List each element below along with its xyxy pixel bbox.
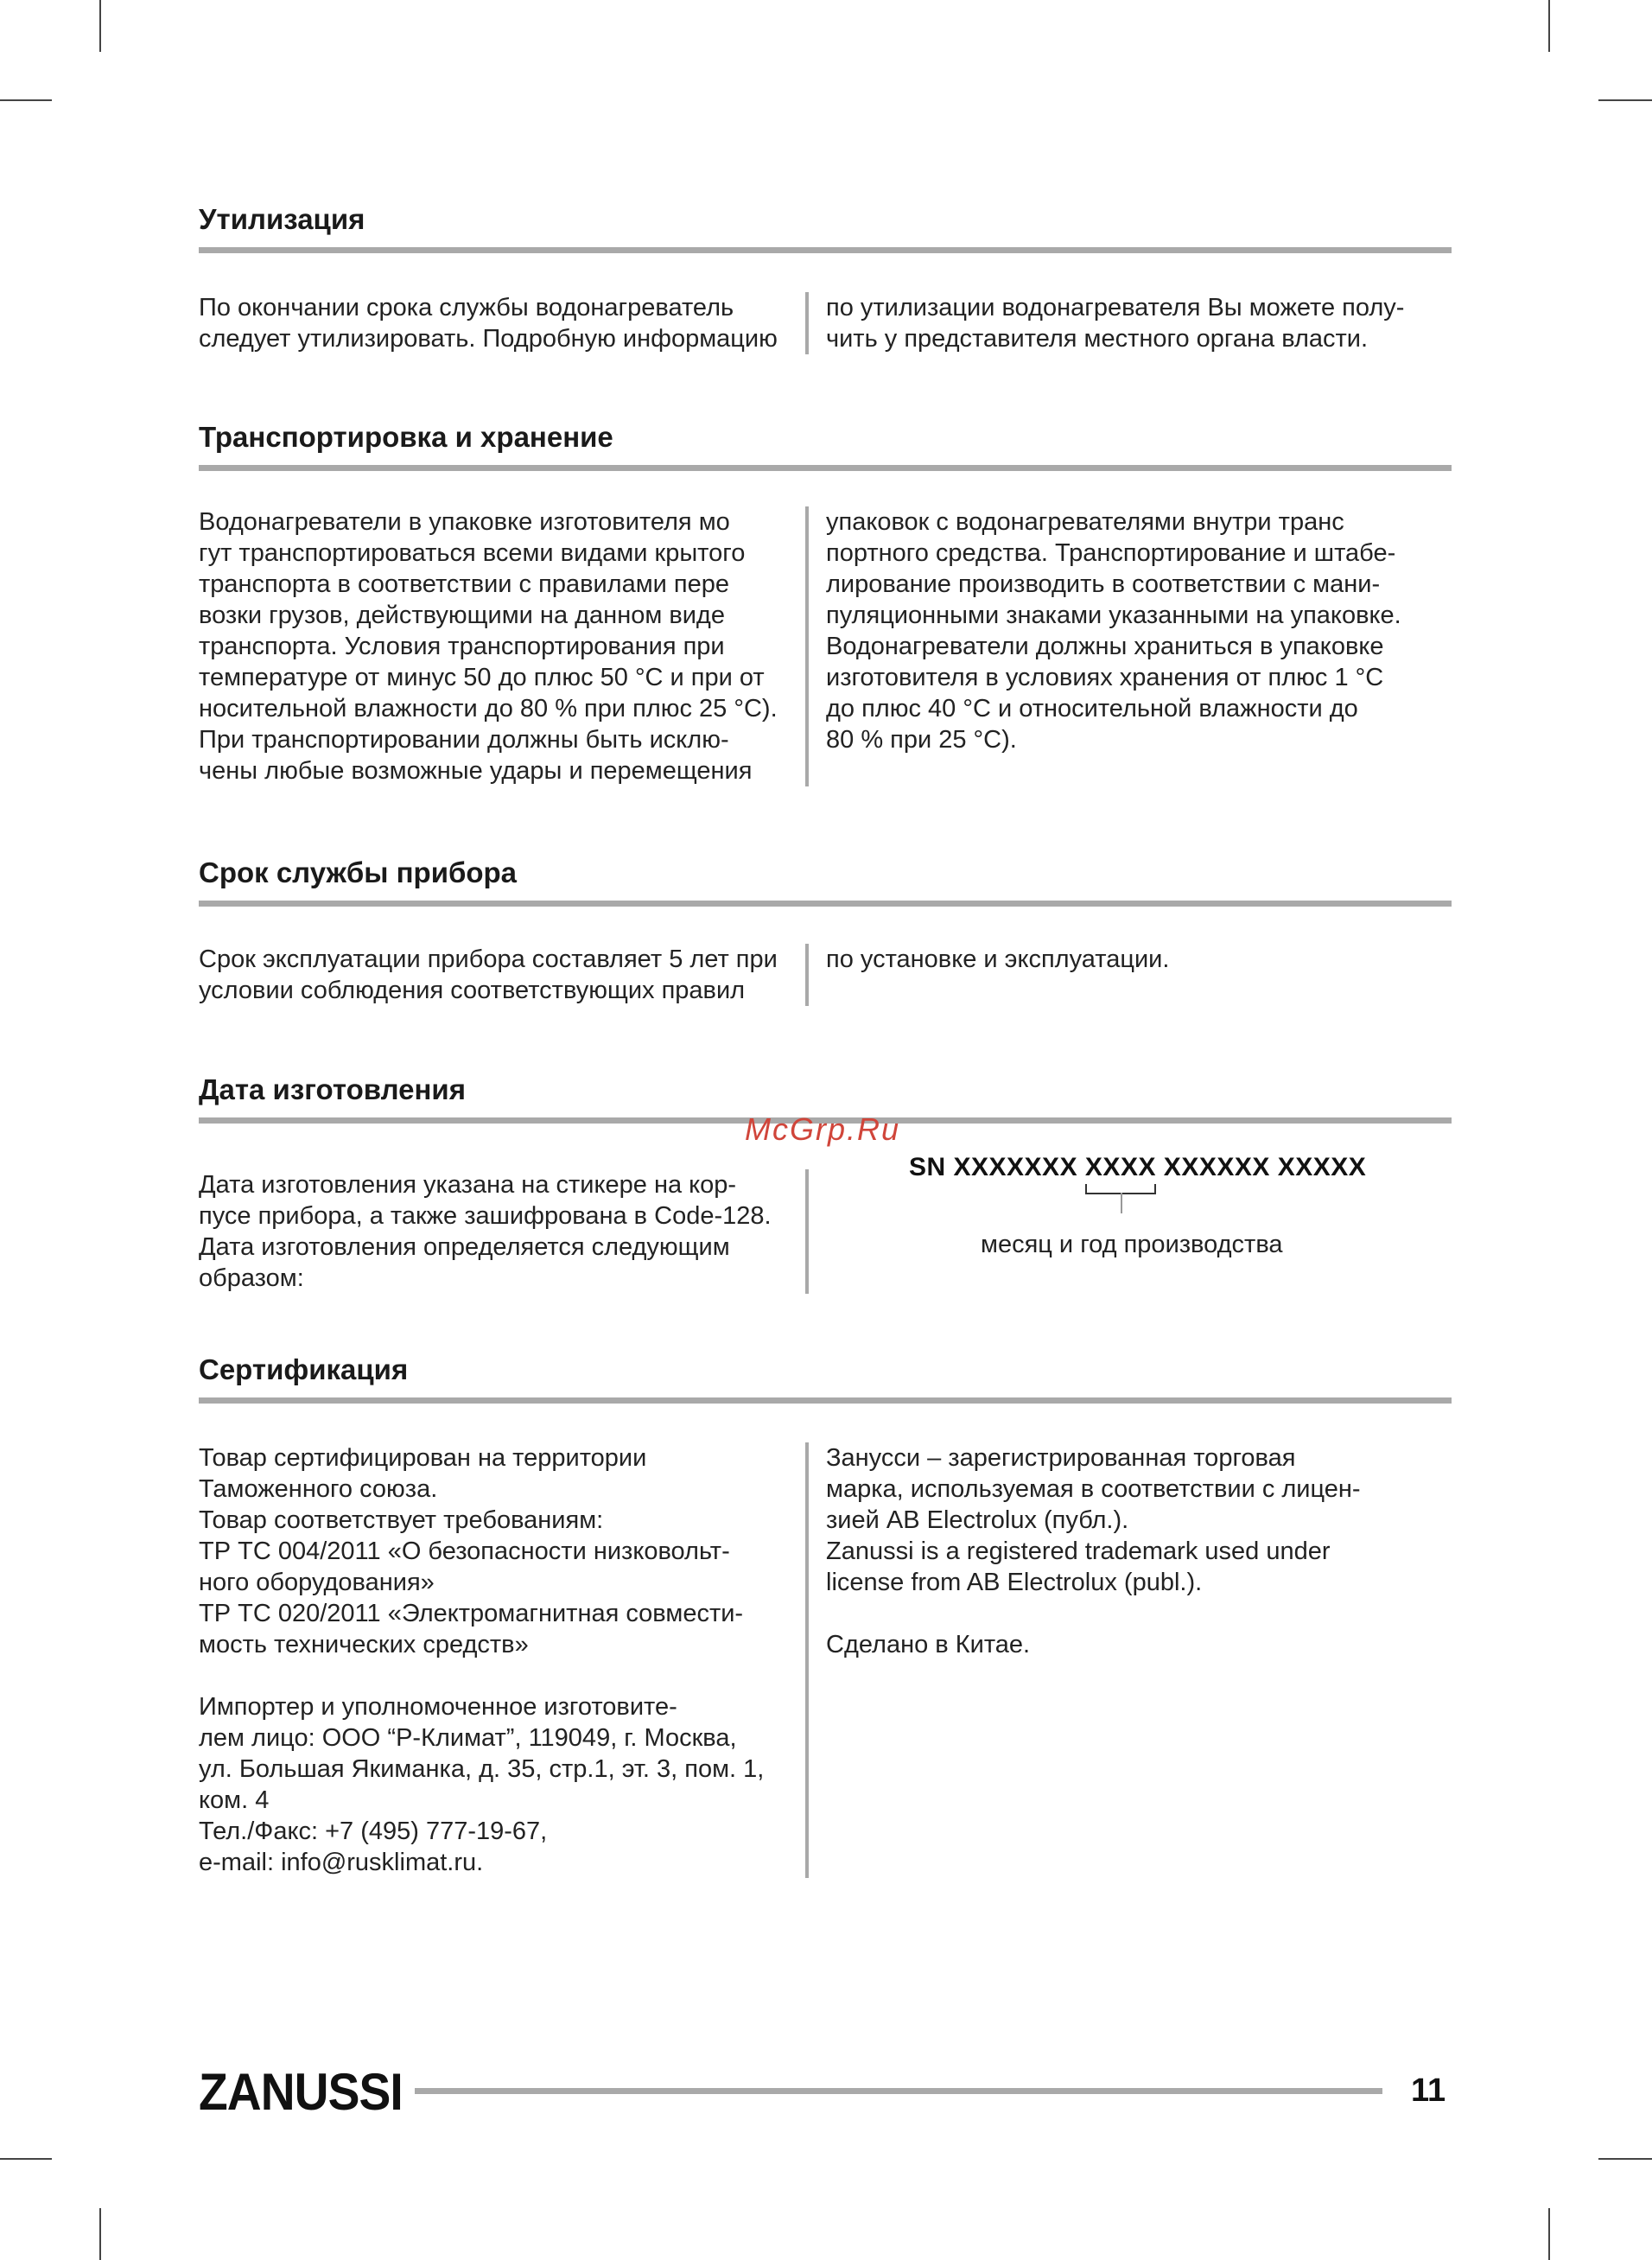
text-line: лирование производить в соответствии с мани- [826,570,1381,598]
text-line: портного средства. Транспортирование и штабе- [826,539,1396,567]
text-line: транспорта. Условия транспортирования при [199,633,725,660]
sn-date-code-text: XXXX [1084,1153,1156,1181]
column-right [809,506,1434,786]
column-right [809,944,1434,1006]
text-line: температуре от минус 50 до плюс 50 °С и при от [199,664,765,691]
column-right [809,292,1434,354]
text-line: Тел./Факс: +7 (495) 777-19-67, [199,1818,548,1845]
text-line: license from AB Electrolux (publ.). [826,1569,1203,1596]
crop-mark [1548,0,1550,52]
serial-number-format [909,1153,1366,1182]
text-line: марка, используемая в соответствии с лицен- [826,1475,1361,1503]
crop-mark [99,0,101,52]
text-line: следует утилизировать. Подробную информацию [199,325,778,353]
text-line: лем лицо: ООО “Р-Климат”, 119049, г. Москва, [199,1724,737,1752]
text-line: Импортер и уполномоченное изготовите- [199,1693,677,1721]
text-line: изготовителя в условиях хранения от плюс 1 °С [826,664,1384,691]
column-left [199,292,809,354]
page-number: 11 [1411,2072,1446,2109]
text-line: зией AB Electrolux (публ.). [826,1506,1129,1534]
section-title: Транспортировка и хранение [199,421,613,453]
footer-divider [415,2088,1382,2094]
watermark: McGrp.Ru [745,1111,901,1147]
text-line: по установке и эксплуатации. [826,945,1170,973]
text-line: по утилизации водонагревателя Вы можете полу- [826,294,1405,321]
text-line: Занусси – зарегистрированная торговая [826,1444,1296,1472]
section-title: Дата изготовления [199,1073,466,1105]
text-line: Водонагреватели должны храниться в упаковке [826,633,1384,660]
crop-mark [99,2208,101,2260]
text-line: гут транспортироваться всеми видами крытого [199,539,746,567]
text-line: Таможенного союза. [199,1475,438,1503]
sn-suffix: XXXXXX XXXXX [1155,1153,1367,1181]
column-right [809,1442,1434,1878]
section-certification [199,1353,1452,1876]
section-title: Срок службы прибора [199,856,518,888]
text-line: чить у представителя местного органа власти. [826,325,1369,353]
sn-bracket-stem [1121,1193,1122,1213]
text-line: Срок эксплуатации прибора составляет 5 лет при [199,945,778,973]
crop-mark [1548,2208,1550,2260]
text-line: ного оборудования» [199,1569,435,1596]
crop-mark [1598,99,1652,101]
crop-mark [1598,2158,1652,2160]
text-line: транспорта в соответствии с правилами пере [199,570,730,598]
text-line: ТР ТС 020/2011 «Электромагнитная совмести- [199,1600,744,1627]
brand-logo: ZANUSSI [199,2063,403,2121]
column-left [199,1442,809,1878]
text-line: возки грузов, действующими на данном виде [199,602,725,629]
text-line: образом: [199,1264,304,1292]
text-line: Сделано в Китае. [826,1631,1031,1658]
text-line: Zanussi is a registered trademark used under [826,1537,1331,1565]
section-transport [199,420,1452,785]
sn-prefix: SN XXXXXXX [909,1153,1085,1181]
paragraph-gap [826,1598,1434,1629]
crop-mark [0,2158,52,2160]
section-divider [199,247,1452,253]
text-line: упаковок с водонагревателями внутри транс [826,508,1344,536]
text-line: пуляционными знаками указанными на упаковке. [826,602,1401,629]
section-title: Утилизация [199,203,365,235]
sn-caption: месяц и год производства [981,1231,1283,1258]
text-line: Товар соответствует требованиям: [199,1506,604,1534]
text-line: ТР ТС 004/2011 «О безопасности низковольт- [199,1537,730,1565]
text-line: пусе прибора, а также зашифрована в Code-128. [199,1202,772,1230]
sn-date-code [1085,1153,1156,1182]
section-divider [199,901,1452,907]
text-line: Дата изготовления указана на стикере на кор- [199,1171,737,1199]
text-line: носительной влажности до 80 % при плюс 25 °С). [199,695,778,723]
text-line: Товар сертифицирован на территории [199,1444,647,1472]
text-line: ул. Большая Якиманка, д. 35, стр.1, эт. 3, пом. 1, [199,1755,765,1783]
section-divider [199,465,1452,471]
text-line: 80 % при 25 °С). [826,726,1017,754]
text-line: до плюс 40 °С и относительной влажности до [826,695,1358,723]
text-line: При транспортировании должны быть исклю- [199,726,729,754]
text-line: мость технических средств» [199,1631,529,1658]
section-disposal [199,202,1452,353]
paragraph-gap [199,1660,788,1691]
text-line: Водонагреватели в упаковке изготовителя мо [199,508,730,536]
text-line: Дата изготовления определяется следующим [199,1233,730,1261]
column-left [199,1169,809,1294]
section-lifetime [199,856,1452,1004]
text-line: чены любые возможные удары и перемещения [199,757,753,785]
section-title: Сертификация [199,1353,409,1385]
text-line: ком. 4 [199,1786,270,1814]
section-divider [199,1397,1452,1404]
text-line: По окончании срока службы водонагреватель [199,294,734,321]
text-line: условии соблюдения соответствующих правил [199,977,746,1004]
crop-mark [0,99,52,101]
text-line: e-mail: info@rusklimat.ru. [199,1849,484,1876]
column-left [199,506,809,786]
column-left [199,944,809,1006]
